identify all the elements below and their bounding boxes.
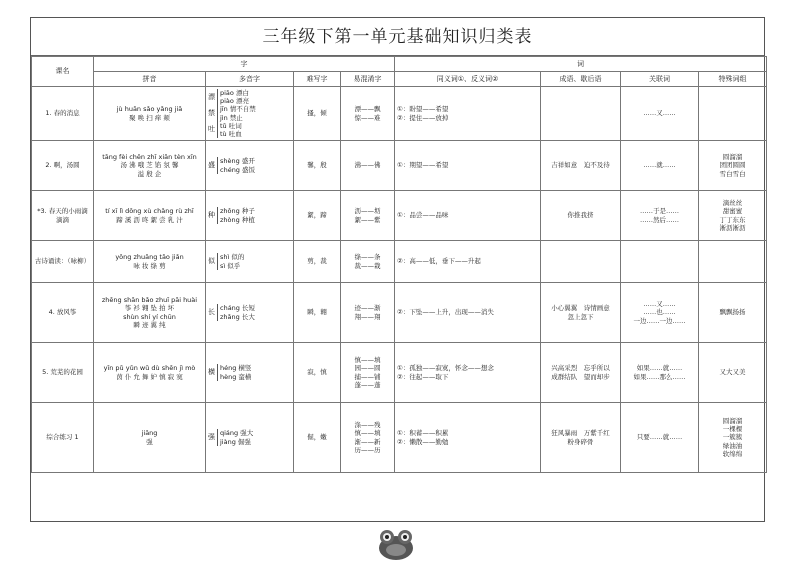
duoyin-reading: cháng 长短 xyxy=(220,304,255,313)
guanlian-cell-line: 如果……那么…… xyxy=(633,372,686,381)
nanxie-cell: 瞬，翱 xyxy=(294,283,341,343)
teshu-cell xyxy=(699,283,767,343)
duoyin-char: 漂 xyxy=(208,92,215,101)
duoyin-group xyxy=(208,304,291,320)
pinyin-cell-line: jù huān sǎo yǎng jiā xyxy=(116,105,183,114)
lesson-name: 古诗诵读：（咏柳） xyxy=(32,241,94,283)
duoyin-reading: héng 横竖 xyxy=(220,364,252,373)
table-row xyxy=(32,191,767,241)
pinyin-cell-line: zhēng shān bǎo zhuī pāi huài xyxy=(101,296,198,305)
teshu-cell-line: 圆溜溜 xyxy=(722,417,743,426)
yishan-cell-line: 翔——翔 xyxy=(354,312,381,321)
pinyin-cell xyxy=(94,343,206,403)
header-tongyi: 同义词①、反义词② xyxy=(395,72,541,87)
guanlian-cell xyxy=(621,403,699,473)
guanlian-cell xyxy=(621,191,699,241)
duoyin-reading: zhǎng 长大 xyxy=(220,312,255,321)
nanxie-cell: 寂，慎 xyxy=(294,343,341,403)
chengyu-cell-line: 小心翼翼 诗情画意 xyxy=(551,304,610,313)
chengyu-cell-line: 你推我挤 xyxy=(567,211,594,220)
duoyin-char: 吐 xyxy=(208,125,215,134)
yishan-cell-line: 历——历 xyxy=(354,445,381,454)
tongyi-cell xyxy=(395,241,541,283)
teshu-cell xyxy=(699,241,767,283)
tongyi-cell xyxy=(395,141,541,191)
chengyu-cell-line: 吉祥如意 迫不及待 xyxy=(551,161,610,170)
header-lesson: 课名 xyxy=(32,57,94,87)
table-row xyxy=(32,241,767,283)
lesson-name: 综合练习 1 xyxy=(32,403,94,473)
chengyu-cell-line: 兴高采烈 忘乎所以 xyxy=(551,364,610,373)
yishan-cell xyxy=(341,87,395,141)
table-row xyxy=(32,343,767,403)
duoyin-readings xyxy=(217,429,253,445)
guanlian-cell xyxy=(621,87,699,141)
guanlian-cell-line: ……也…… xyxy=(643,308,676,317)
guanlian-cell xyxy=(621,343,699,403)
header-pinyin: 拼音 xyxy=(94,72,206,87)
duoyin-group xyxy=(208,207,291,223)
tongyi-cell-line: ①：孤独——寂寞，怀念——想念 xyxy=(397,364,494,373)
header-yishan: 易混淆字 xyxy=(341,72,395,87)
duoyin-reading: piào 漂亮 xyxy=(220,97,249,106)
duoyin-readings xyxy=(217,89,249,105)
duoyin-group xyxy=(208,89,291,105)
yishan-cell-line: 惊——难 xyxy=(354,113,381,122)
chengyu-cell-line: 成群结队 望而却步 xyxy=(551,372,610,381)
duoyin-group xyxy=(208,122,291,138)
pinyin-cell-line: 蹄 溪 沥 咚 絮 尝 乳 汁 xyxy=(116,215,183,224)
pinyin-cell xyxy=(94,141,206,191)
knowledge-table-sheet xyxy=(30,17,765,522)
duoyin-group xyxy=(208,429,291,445)
header-row-2 xyxy=(32,72,767,87)
yishan-cell-line: 园——圆 xyxy=(354,364,381,373)
duoyin-cell xyxy=(206,191,294,241)
duoyin-group xyxy=(208,253,291,269)
guanlian-cell-line: 只要……就…… xyxy=(636,433,683,442)
pinyin-cell-line: 咏 妆 绦 剪 xyxy=(133,261,166,270)
duoyin-char: 禁 xyxy=(208,109,215,118)
teshu-cell-line: 绿油油 xyxy=(722,441,743,450)
yishan-cell-line: 漂——飘 xyxy=(354,105,381,114)
chengyu-cell xyxy=(541,241,621,283)
teshu-cell xyxy=(699,191,767,241)
header-chengyu: 成语、歇后语 xyxy=(541,72,621,87)
duoyin-reading: jīn 情不自禁 xyxy=(220,105,256,114)
teshu-cell-line: 雪白雪白 xyxy=(719,169,746,178)
table-row xyxy=(32,283,767,343)
duoyin-cell xyxy=(206,87,294,141)
tongyi-cell-line: ②：高——低，垂下——升起 xyxy=(397,257,481,266)
table-body xyxy=(32,87,767,473)
nanxie-cell: 倔，嫩 xyxy=(294,403,341,473)
pinyin-cell xyxy=(94,241,206,283)
table-row xyxy=(32,87,767,141)
teshu-cell xyxy=(699,87,767,141)
pinyin-cell-line: 汤 沸 哦 芝 馅 氛 馨 xyxy=(120,161,179,170)
chengyu-cell-line: 粉身碎骨 xyxy=(567,437,594,446)
duoyin-group xyxy=(208,364,291,380)
guanlian-cell-line: ……然后…… xyxy=(640,215,679,224)
duoyin-cell xyxy=(206,403,294,473)
duoyin-cell xyxy=(206,141,294,191)
teshu-cell xyxy=(699,141,767,191)
tongyi-cell-line: ①：积蓄——积累 xyxy=(397,429,449,438)
duoyin-reading: zhòng 种植 xyxy=(220,215,255,224)
header-guanlian: 关联词 xyxy=(621,72,699,87)
lesson-name: 5. 荒芜的花园 xyxy=(32,343,94,403)
chengyu-cell-line: 狂风暴雨 万紫千红 xyxy=(551,429,610,438)
duoyin-char: 盛 xyxy=(208,161,215,170)
guanlian-cell xyxy=(621,141,699,191)
duoyin-reading: hèng 蛮横 xyxy=(220,372,252,381)
teshu-cell xyxy=(699,403,767,473)
duoyin-reading: tù 吐血 xyxy=(220,129,242,138)
tongyi-cell-line: ②：提住——放掉 xyxy=(397,113,449,122)
lesson-name: 2. 啊，汤圆 xyxy=(32,141,94,191)
header-ci: 词 xyxy=(395,57,767,72)
tongyi-cell-line: ②：懒散——勤勉 xyxy=(397,437,449,446)
tongyi-cell-line: ①：品尝——品味 xyxy=(397,211,449,220)
duoyin-char: 似 xyxy=(208,257,215,266)
teshu-cell-line: 淅沥淅沥 xyxy=(719,223,746,232)
teshu-cell-line: 一簇簇 xyxy=(722,433,743,442)
duoyin-reading: piāo 漂白 xyxy=(220,89,249,98)
duoyin-readings xyxy=(217,122,242,138)
teshu-cell xyxy=(699,343,767,403)
duoyin-readings xyxy=(217,364,251,380)
yishan-cell-line: 迹——渐 xyxy=(354,304,381,313)
duoyin-reading: shèng 盛开 xyxy=(220,157,255,166)
pinyin-cell xyxy=(94,403,206,473)
pinyin-cell-line: 瞬 迹 翼 纯 xyxy=(133,320,166,329)
teshu-cell-line: 一棵棵 xyxy=(722,425,743,434)
tongyi-cell xyxy=(395,191,541,241)
duoyin-reading: sì 似乎 xyxy=(220,261,241,270)
pinyin-cell-line: 茵 仆 允 舞 妒 慎 寂 寞 xyxy=(116,372,183,381)
duoyin-readings xyxy=(217,304,255,320)
teshu-cell-line: 又大又美 xyxy=(719,368,746,377)
pinyin-cell-line: 聚 唤 扫 痒 颊 xyxy=(129,113,170,122)
duoyin-reading: jiàng 倔强 xyxy=(220,437,251,446)
yishan-cell-line: 蓬——蓬 xyxy=(354,380,381,389)
nanxie-cell: 搔，倾 xyxy=(294,87,341,141)
pinyin-cell-line: yǒng zhuāng tāo jiǎn xyxy=(115,253,184,262)
guanlian-cell-line: 一边……一边…… xyxy=(633,316,686,325)
duoyin-char: 强 xyxy=(208,433,215,442)
duoyin-readings xyxy=(217,207,255,223)
teshu-cell-line: 飘飘扬扬 xyxy=(719,308,746,317)
duoyin-cell xyxy=(206,283,294,343)
duoyin-group xyxy=(208,157,291,173)
lesson-name: 4. 放风筝 xyxy=(32,283,94,343)
header-nanxie: 难写字 xyxy=(294,72,341,87)
duoyin-reading: zhǒng 种子 xyxy=(220,207,255,216)
yishan-cell-line: 捕——铺 xyxy=(354,372,381,381)
tongyi-cell-line: ②：往起——取下 xyxy=(397,372,449,381)
yishan-cell xyxy=(341,241,395,283)
yishan-cell xyxy=(341,403,395,473)
tongyi-cell xyxy=(395,343,541,403)
pinyin-cell xyxy=(94,87,206,141)
header-teshu: 特殊词组 xyxy=(699,72,767,87)
chengyu-cell xyxy=(541,87,621,141)
yishan-cell-line: 绦——条 xyxy=(354,253,381,262)
frog-logo-icon xyxy=(376,528,416,562)
chengyu-cell xyxy=(541,403,621,473)
lesson-name: *3. 春天的小雨滴滴滴 xyxy=(32,191,94,241)
nanxie-cell: 剪，裁 xyxy=(294,241,341,283)
yishan-cell xyxy=(341,283,395,343)
tongyi-cell-line: ①：盼望——希望 xyxy=(397,105,449,114)
teshu-cell-line: 软绵绵 xyxy=(722,449,743,458)
duoyin-readings xyxy=(217,253,244,269)
duoyin-reading: tǔ 吐词 xyxy=(220,121,242,130)
duoyin-cell xyxy=(206,343,294,403)
duoyin-readings xyxy=(217,105,256,121)
teshu-cell-line: 丁丁东东 xyxy=(719,215,746,224)
duoyin-cell xyxy=(206,241,294,283)
teshu-cell-line: 圆溜溜 xyxy=(722,153,743,162)
table-row xyxy=(32,141,767,191)
tongyi-cell-line: ②：下坠——上升，出现——消失 xyxy=(397,308,494,317)
yishan-cell xyxy=(341,343,395,403)
guanlian-cell-line: 如果……就…… xyxy=(636,364,683,373)
yishan-cell-line: 絮——紫 xyxy=(354,215,381,224)
duoyin-char: 长 xyxy=(208,308,215,317)
yishan-cell-line: 慎——填 xyxy=(354,356,381,365)
nanxie-cell: 馨，殷 xyxy=(294,141,341,191)
knowledge-table xyxy=(31,56,767,473)
pinyin-cell-line: tāng fèi chěn zhī xiān tèn xīn xyxy=(102,153,197,162)
yishan-cell-line: 涤——残 xyxy=(354,421,381,430)
teshu-cell-line: 团团圆圆 xyxy=(719,161,746,170)
chengyu-cell xyxy=(541,343,621,403)
guanlian-cell-line: ……又…… xyxy=(643,109,676,118)
yishan-cell xyxy=(341,191,395,241)
duoyin-char: 种 xyxy=(208,211,215,220)
guanlian-cell xyxy=(621,241,699,283)
yishan-cell-line: 渐——新 xyxy=(354,437,381,446)
nanxie-cell: 絮，蹄 xyxy=(294,191,341,241)
pinyin-cell-line: 强 xyxy=(146,437,153,446)
yishan-cell-line: 沥——坜 xyxy=(354,207,381,216)
table-row xyxy=(32,403,767,473)
duoyin-reading: shì 似的 xyxy=(220,253,245,262)
pinyin-cell-line: yīn pǔ yǔn wǔ dù shēn jì mò xyxy=(103,364,196,373)
chengyu-cell xyxy=(541,283,621,343)
guanlian-cell-line: ……于是…… xyxy=(640,207,679,216)
duoyin-readings xyxy=(217,157,255,173)
duoyin-reading: chéng 盛饭 xyxy=(220,165,256,174)
tongyi-cell xyxy=(395,87,541,141)
guanlian-cell-line: ……就…… xyxy=(643,161,676,170)
yishan-cell-line: 慎——填 xyxy=(354,429,381,438)
pinyin-cell-line: 筝 衫 翱 坠 拍 坏 xyxy=(124,304,175,313)
lesson-name: 1. 春的消息 xyxy=(32,87,94,141)
duoyin-reading: jìn 禁止 xyxy=(220,113,243,122)
header-row-1 xyxy=(32,57,767,72)
pinyin-cell-line: 溢 殷 企 xyxy=(137,169,162,178)
chengyu-cell xyxy=(541,191,621,241)
tongyi-cell xyxy=(395,283,541,343)
header-zi: 字 xyxy=(94,57,395,72)
tongyi-cell xyxy=(395,403,541,473)
guanlian-cell-line: ……又…… xyxy=(643,300,676,309)
teshu-cell-line: 滴丝丝 xyxy=(722,199,743,208)
yishan-cell-line: 沸——佛 xyxy=(354,161,381,170)
yishan-cell xyxy=(341,141,395,191)
pinyin-cell-line: shùn shí yí chūn xyxy=(123,312,176,321)
tongyi-cell-line: ①：期望——希望 xyxy=(397,161,449,170)
chengyu-cell-line: 忽上忽下 xyxy=(567,312,594,321)
pinyin-cell xyxy=(94,191,206,241)
pinyin-cell xyxy=(94,283,206,343)
teshu-cell-line: 甜蜜蜜 xyxy=(722,207,743,216)
pinyin-cell-line: jiāng xyxy=(141,429,158,438)
duoyin-char: 横 xyxy=(208,368,215,377)
guanlian-cell xyxy=(621,283,699,343)
pinyin-cell-line: tí xī lì dōng xù chǎng rù zhī xyxy=(105,207,194,216)
header-duoyin: 多音字 xyxy=(206,72,294,87)
duoyin-reading: qiáng 强大 xyxy=(220,429,254,438)
duoyin-group xyxy=(208,105,291,121)
yishan-cell-line: 裁——栽 xyxy=(354,261,381,270)
page-title: 三年级下第一单元基础知识归类表 xyxy=(31,18,764,56)
chengyu-cell xyxy=(541,141,621,191)
